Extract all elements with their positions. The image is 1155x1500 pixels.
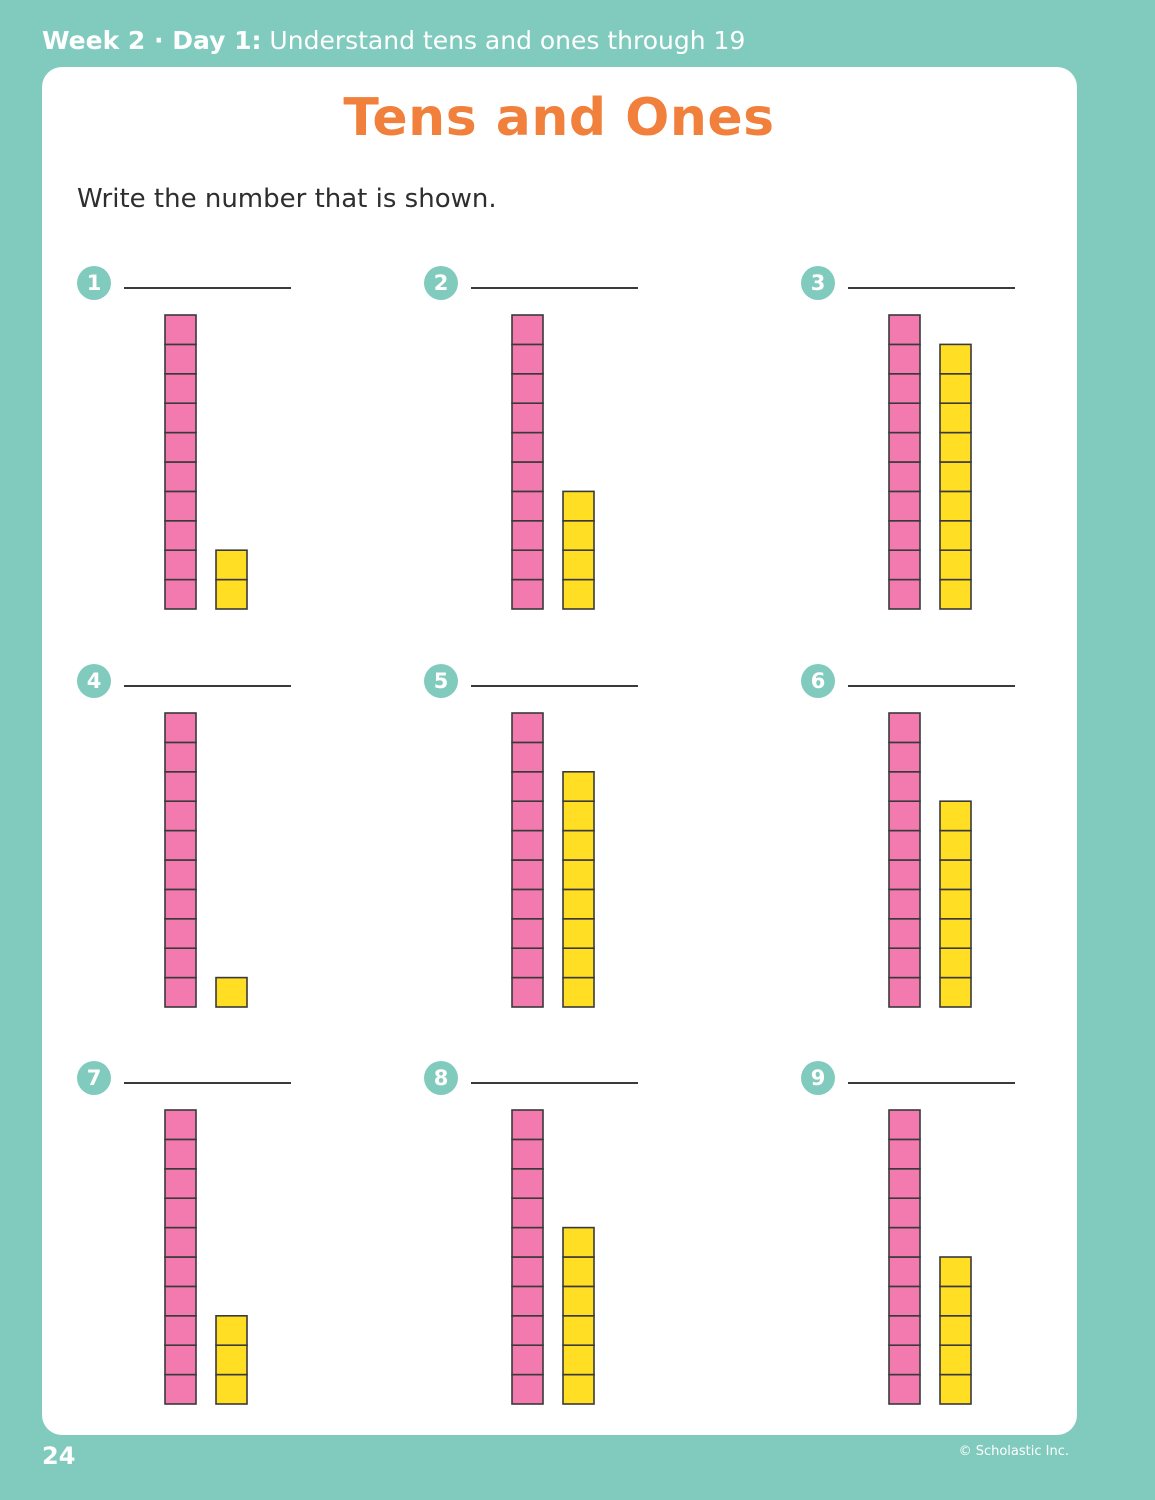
tens-unit-cube [512,713,543,742]
ones-cube [563,1375,594,1404]
problem-number-badge: 5 [424,664,458,698]
ones-cube [216,978,247,1007]
tens-unit-cube [165,831,196,860]
tens-unit-cube [889,462,920,491]
tens-unit-cube [165,860,196,889]
problem-1 [77,266,377,616]
tens-unit-cube [889,580,920,609]
tens-unit-cube [512,978,543,1007]
tens-unit-cube [512,1228,543,1257]
week-label: Week 2 [42,26,146,55]
tens-unit-cube [889,1286,920,1315]
tens-unit-cube [889,1316,920,1345]
ones-cube [563,978,594,1007]
ones-cube [940,1316,971,1345]
ones-cube [940,1345,971,1374]
problem-number-badge: 2 [424,266,458,300]
tens-unit-cube [512,521,543,550]
tens-unit-cube [165,550,196,579]
tens-unit-cube [889,772,920,801]
tens-unit-cube [165,948,196,977]
tens-unit-cube [512,1316,543,1345]
ones-cube [563,1228,594,1257]
tens-unit-cube [165,580,196,609]
tens-unit-cube [512,1257,543,1286]
tens-unit-cube [512,742,543,771]
tens-unit-cube [889,521,920,550]
tens-unit-cube [512,801,543,830]
ones-cube [216,550,247,579]
page-header [42,26,745,55]
page-number: 24 [42,1442,76,1470]
tens-unit-cube [165,1257,196,1286]
tens-unit-cube [889,344,920,373]
ones-cube [940,462,971,491]
tens-unit-cube [889,1139,920,1168]
ones-cube [940,889,971,918]
problem-5 [424,664,724,1014]
problem-number-badge: 1 [77,266,111,300]
ones-cube [563,919,594,948]
tens-unit-cube [889,1375,920,1404]
tens-unit-cube [889,1169,920,1198]
base-ten-blocks [801,266,1101,616]
ones-cube [940,1257,971,1286]
tens-unit-cube [889,948,920,977]
base-ten-blocks [77,664,377,1014]
tens-unit-cube [889,433,920,462]
ones-cube [940,1375,971,1404]
tens-rod [512,1110,543,1404]
base-ten-blocks [424,266,724,616]
tens-unit-cube [165,742,196,771]
page-title: Tens and Ones [343,88,775,148]
tens-unit-cube [889,491,920,520]
tens-unit-cube [165,1375,196,1404]
problem-9 [801,1061,1101,1411]
tens-unit-cube [165,374,196,403]
tens-unit-cube [889,1198,920,1227]
instruction-text: Write the number that is shown. [77,184,497,214]
ones-cube [563,1345,594,1374]
tens-unit-cube [165,1345,196,1374]
ones-cube [563,948,594,977]
tens-unit-cube [512,1375,543,1404]
tens-unit-cube [512,1345,543,1374]
tens-unit-cube [512,1169,543,1198]
day-label: Day 1: [172,26,262,55]
tens-unit-cube [889,831,920,860]
tens-unit-cube [512,889,543,918]
problem-8 [424,1061,724,1411]
header-separator: · [145,26,173,55]
tens-unit-cube [165,889,196,918]
ones-cube [940,801,971,830]
tens-unit-cube [889,801,920,830]
ones-cube [563,1316,594,1345]
tens-unit-cube [165,1110,196,1139]
ones-cube [940,831,971,860]
base-ten-blocks [424,664,724,1014]
tens-unit-cube [165,403,196,432]
ones-cube [563,889,594,918]
tens-unit-cube [512,1110,543,1139]
tens-unit-cube [512,860,543,889]
tens-unit-cube [512,433,543,462]
tens-rod [165,713,196,1007]
topic-label: Understand tens and ones through 19 [261,26,746,55]
base-ten-blocks [77,266,377,616]
ones-cube [940,344,971,373]
tens-unit-cube [889,550,920,579]
ones-cube [940,580,971,609]
problem-number-badge: 4 [77,664,111,698]
tens-unit-cube [889,742,920,771]
tens-unit-cube [165,491,196,520]
tens-unit-cube [889,315,920,344]
tens-unit-cube [512,772,543,801]
tens-unit-cube [889,1228,920,1257]
problem-7 [77,1061,377,1411]
ones-cube [940,374,971,403]
ones-cube [216,1375,247,1404]
tens-unit-cube [165,1228,196,1257]
tens-rod [512,315,543,609]
problem-4 [77,664,377,1014]
tens-unit-cube [165,1286,196,1315]
tens-unit-cube [512,315,543,344]
tens-unit-cube [889,374,920,403]
tens-unit-cube [889,1257,920,1286]
ones-cube [563,1286,594,1315]
ones-cube [940,491,971,520]
base-ten-blocks [801,1061,1101,1411]
tens-rod [165,315,196,609]
base-ten-blocks [424,1061,724,1411]
tens-unit-cube [165,801,196,830]
ones-cube [563,580,594,609]
tens-unit-cube [165,1316,196,1345]
problem-6 [801,664,1101,1014]
tens-unit-cube [512,948,543,977]
tens-unit-cube [889,889,920,918]
tens-unit-cube [889,713,920,742]
tens-unit-cube [512,374,543,403]
tens-unit-cube [165,315,196,344]
tens-unit-cube [512,1139,543,1168]
problem-number-badge: 8 [424,1061,458,1095]
tens-unit-cube [512,1286,543,1315]
ones-cube [940,403,971,432]
problem-number-badge: 6 [801,664,835,698]
tens-unit-cube [512,403,543,432]
tens-unit-cube [512,1198,543,1227]
ones-cube [940,550,971,579]
tens-unit-cube [889,860,920,889]
ones-cube [563,831,594,860]
tens-unit-cube [165,433,196,462]
tens-rod [889,1110,920,1404]
problem-number-badge: 7 [77,1061,111,1095]
tens-unit-cube [889,919,920,948]
problem-number-badge: 3 [801,266,835,300]
tens-unit-cube [889,1345,920,1374]
tens-unit-cube [165,978,196,1007]
tens-unit-cube [512,491,543,520]
tens-rod [165,1110,196,1404]
ones-cube [563,772,594,801]
ones-cube [563,491,594,520]
tens-unit-cube [512,550,543,579]
tens-rod [889,713,920,1007]
ones-cube [940,521,971,550]
ones-cube [563,801,594,830]
tens-unit-cube [512,462,543,491]
tens-unit-cube [165,462,196,491]
ones-cube [216,580,247,609]
problem-2 [424,266,724,616]
tens-unit-cube [165,521,196,550]
tens-unit-cube [165,772,196,801]
ones-cube [563,860,594,889]
base-ten-blocks [801,664,1101,1014]
tens-rod [512,713,543,1007]
tens-unit-cube [512,919,543,948]
ones-cube [563,1257,594,1286]
tens-unit-cube [165,713,196,742]
problem-number-badge: 9 [801,1061,835,1095]
ones-cube [940,948,971,977]
problem-3 [801,266,1101,616]
tens-unit-cube [512,831,543,860]
tens-unit-cube [889,978,920,1007]
tens-unit-cube [165,344,196,373]
base-ten-blocks [77,1061,377,1411]
tens-unit-cube [889,403,920,432]
ones-cube [940,860,971,889]
tens-unit-cube [165,1169,196,1198]
tens-unit-cube [165,1198,196,1227]
tens-unit-cube [512,580,543,609]
ones-cube [940,919,971,948]
ones-cube [940,433,971,462]
ones-cube [563,521,594,550]
ones-cube [940,1286,971,1315]
tens-rod [889,315,920,609]
ones-cube [940,978,971,1007]
tens-unit-cube [165,919,196,948]
ones-cube [216,1345,247,1374]
tens-unit-cube [889,1110,920,1139]
ones-cube [563,550,594,579]
copyright-notice: © Scholastic Inc. [958,1444,1069,1459]
tens-unit-cube [165,1139,196,1168]
ones-cube [216,1316,247,1345]
tens-unit-cube [512,344,543,373]
